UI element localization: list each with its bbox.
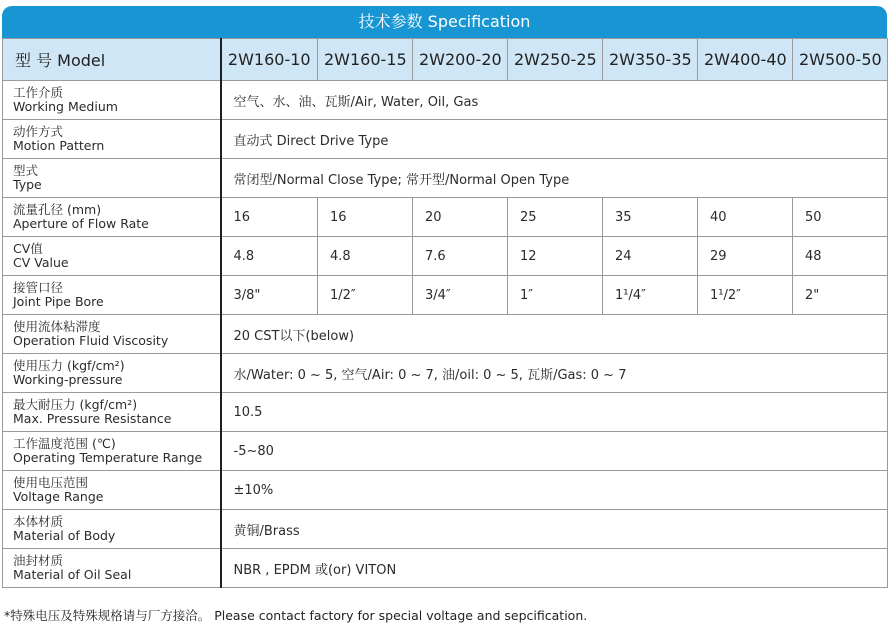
param-name bbox=[3, 315, 221, 354]
model-cell: 2W400-40 bbox=[698, 39, 793, 81]
value-cell-span: 水/Water: 0 ~ 5, 空气/Air: 0 ~ 7, 油/oil: 0 ~ 5, 瓦斯/Gas: 0 ~ 7 bbox=[221, 354, 888, 393]
param-name bbox=[3, 276, 221, 315]
model-cell: 2W350-35 bbox=[603, 39, 698, 81]
value-cell-span: -5~80 bbox=[221, 432, 888, 471]
param-name-zh: 使用流体粘滞度 bbox=[13, 319, 101, 334]
param-name bbox=[3, 354, 221, 393]
value-cell-span: ±10% bbox=[221, 471, 888, 510]
param-name bbox=[3, 393, 221, 432]
value-cell: 40 bbox=[698, 198, 793, 237]
param-name-zh: 流量孔径 (mm) bbox=[13, 202, 102, 217]
value-cell: 16 bbox=[318, 198, 413, 237]
value-cell: 29 bbox=[698, 237, 793, 276]
param-name-en: Voltage Range bbox=[13, 489, 104, 504]
param-name bbox=[3, 237, 221, 276]
param-name-en: Working Medium bbox=[13, 99, 118, 114]
model-cell: 2W250-25 bbox=[508, 39, 603, 81]
value-cell: 3/8" bbox=[221, 276, 318, 315]
param-name bbox=[3, 159, 221, 198]
spec-row bbox=[3, 471, 888, 510]
value-cell-span: 常闭型/Normal Close Type; 常开型/Normal Open Type bbox=[221, 159, 888, 198]
value-cell-span: 黄铜/Brass bbox=[221, 510, 888, 549]
spec-row bbox=[3, 354, 888, 393]
param-name bbox=[3, 198, 221, 237]
value-cell-span: 直动式 Direct Drive Type bbox=[221, 120, 888, 159]
param-name-zh: 工作温度范围 (℃) bbox=[13, 436, 116, 451]
param-name-en: Working-pressure bbox=[13, 372, 123, 387]
param-name-zh: CV值 bbox=[13, 241, 43, 256]
param-name-zh: 工作介质 bbox=[13, 85, 64, 100]
value-cell: 50 bbox=[793, 198, 888, 237]
value-cell: 1¹/4″ bbox=[603, 276, 698, 315]
spec-row bbox=[3, 393, 888, 432]
param-name-zh: 使用电压范围 bbox=[13, 475, 89, 490]
value-cell: 1/2″ bbox=[318, 276, 413, 315]
spec-row bbox=[3, 315, 888, 354]
value-cell: 48 bbox=[793, 237, 888, 276]
model-row bbox=[3, 39, 888, 81]
param-name bbox=[3, 510, 221, 549]
value-cell-span: 10.5 bbox=[221, 393, 888, 432]
value-cell: 2" bbox=[793, 276, 888, 315]
param-name-zh: 本体材质 bbox=[13, 514, 64, 529]
model-cell: 2W160-10 bbox=[221, 39, 318, 81]
value-cell: 16 bbox=[221, 198, 318, 237]
spec-table-panel bbox=[2, 6, 887, 588]
value-cell: 12 bbox=[508, 237, 603, 276]
value-cell: 20 bbox=[413, 198, 508, 237]
spec-row bbox=[3, 432, 888, 471]
value-cell-span: 20 CST以下(below) bbox=[221, 315, 888, 354]
param-name-en: Material of Body bbox=[13, 528, 116, 543]
value-cell: 24 bbox=[603, 237, 698, 276]
value-cell: 7.6 bbox=[413, 237, 508, 276]
model-cell: 2W500-50 bbox=[793, 39, 888, 81]
model-cell: 2W200-20 bbox=[413, 39, 508, 81]
param-name bbox=[3, 81, 221, 120]
param-name-en: CV Value bbox=[13, 255, 69, 270]
param-name bbox=[3, 549, 221, 588]
model-label: 型 号 Model bbox=[3, 39, 221, 81]
param-name bbox=[3, 432, 221, 471]
footnote: *特殊电压及特殊规格请与厂方接洽。 Please contact factory for special voltage and sepcification. bbox=[4, 608, 588, 623]
spec-row bbox=[3, 120, 888, 159]
param-name-zh: 型式 bbox=[13, 163, 39, 178]
param-name-en: Type bbox=[13, 177, 42, 192]
param-name-en: Material of Oil Seal bbox=[13, 567, 132, 582]
value-cell: 35 bbox=[603, 198, 698, 237]
param-name-en: Operating Temperature Range bbox=[13, 450, 203, 465]
value-cell: 25 bbox=[508, 198, 603, 237]
value-cell-span: 空气、水、油、瓦斯/Air, Water, Oil, Gas bbox=[221, 81, 888, 120]
spec-row bbox=[3, 81, 888, 120]
param-name-zh: 动作方式 bbox=[13, 124, 64, 139]
spec-table bbox=[2, 38, 888, 588]
param-name-zh: 使用压力 (kgf/cm²) bbox=[13, 358, 125, 373]
value-cell-span: NBR , EPDM 或(or) VITON bbox=[221, 549, 888, 588]
value-cell: 1¹/2″ bbox=[698, 276, 793, 315]
param-name bbox=[3, 120, 221, 159]
param-name-en: Max. Pressure Resistance bbox=[13, 411, 172, 426]
value-cell: 3/4″ bbox=[413, 276, 508, 315]
spec-row bbox=[3, 510, 888, 549]
model-cell: 2W160-15 bbox=[318, 39, 413, 81]
param-name-en: Aperture of Flow Rate bbox=[13, 216, 149, 231]
param-name-en: Joint Pipe Bore bbox=[13, 294, 104, 309]
spec-row bbox=[3, 237, 888, 276]
spec-row bbox=[3, 198, 888, 237]
param-name-en: Operation Fluid Viscosity bbox=[13, 333, 169, 348]
param-name-en: Motion Pattern bbox=[13, 138, 105, 153]
spec-row bbox=[3, 159, 888, 198]
spec-row bbox=[3, 276, 888, 315]
param-name bbox=[3, 471, 221, 510]
spec-title: 技术参数 Specification bbox=[2, 6, 887, 38]
value-cell: 4.8 bbox=[318, 237, 413, 276]
param-name-zh: 接管口径 bbox=[13, 280, 64, 295]
value-cell: 1″ bbox=[508, 276, 603, 315]
value-cell: 4.8 bbox=[221, 237, 318, 276]
spec-row bbox=[3, 549, 888, 588]
param-name-zh: 油封材质 bbox=[13, 553, 64, 568]
param-name-zh: 最大耐压力 (kgf/cm²) bbox=[13, 397, 138, 412]
